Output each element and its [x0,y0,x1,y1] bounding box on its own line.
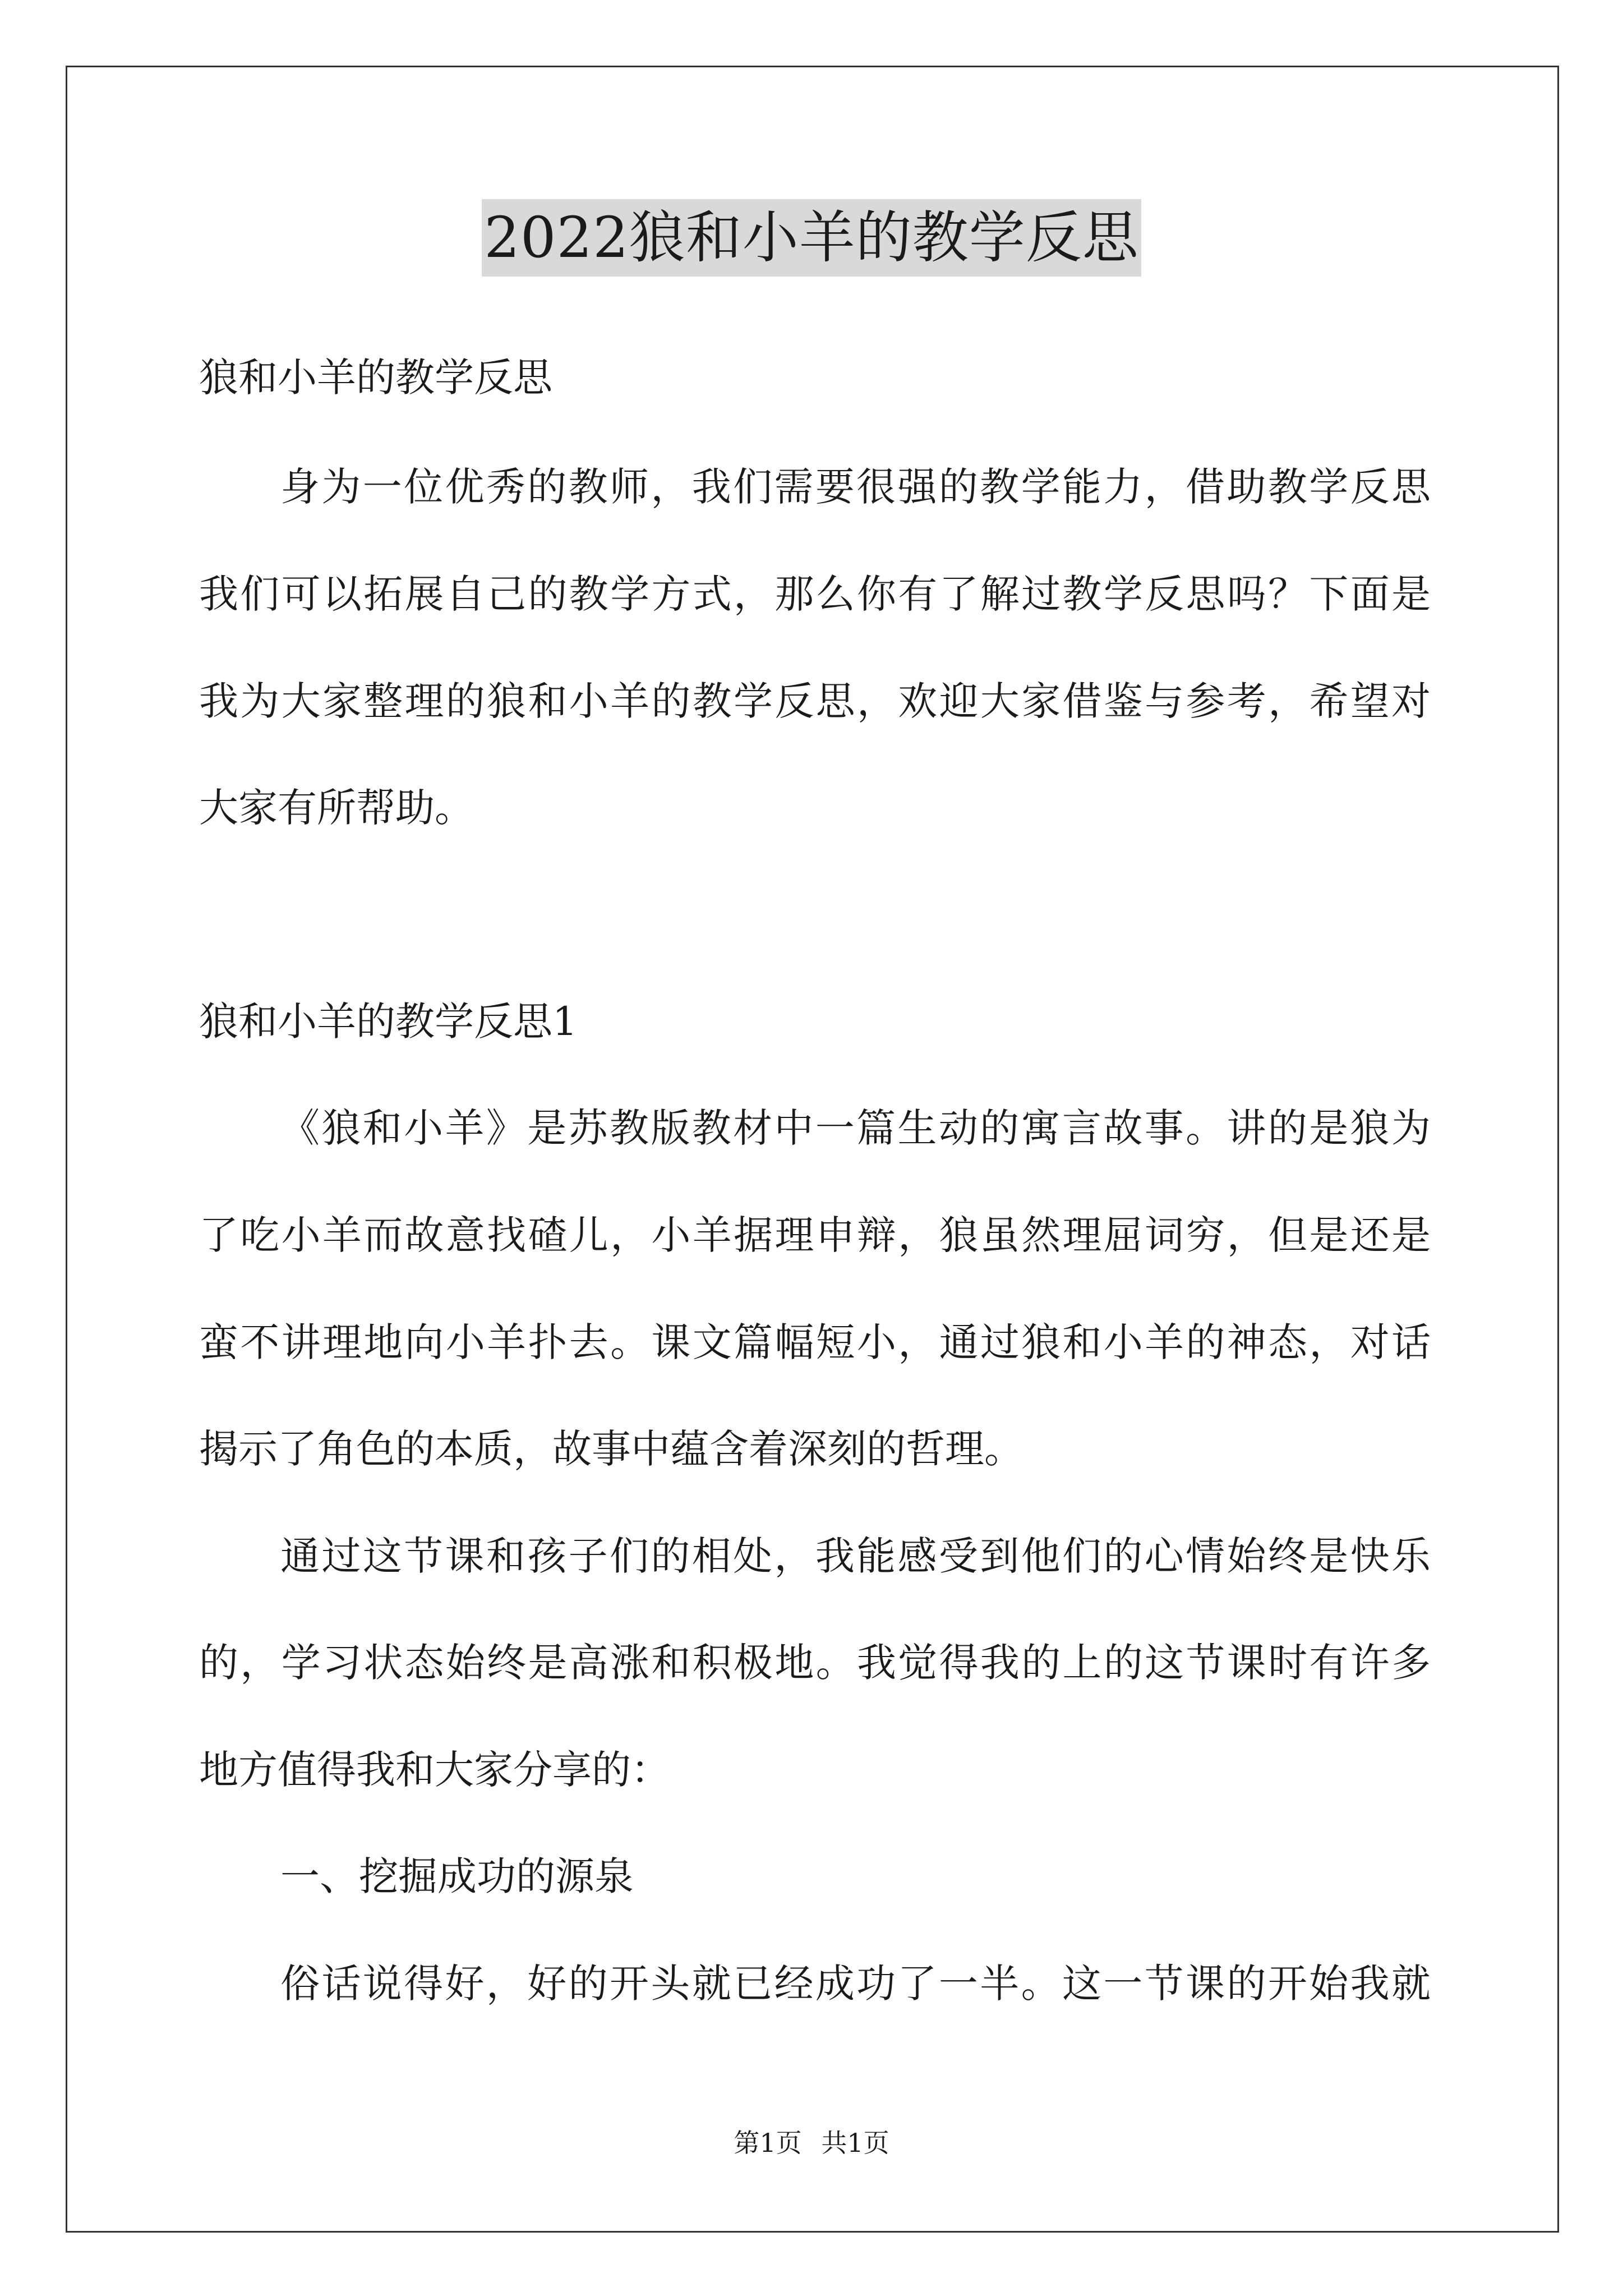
document-title: 2022狼和小羊的教学反思 [482,199,1141,277]
paragraph-line: 了吃小羊而故意找碴儿，小羊据理申辩，狼虽然理屈词穷，但是还是 [199,1212,1431,1258]
paragraph-line: 地方值得我和大家分享的： [199,1747,670,1793]
sub-heading: 一、挖掘成功的源泉 [280,1853,634,1899]
page-total: 共1页 [821,2128,889,2158]
paragraph-line: 我们可以拓展自己的教学方式，那么你有了解过教学反思吗？下面是 [199,571,1431,617]
section-heading: 狼和小羊的教学反思1 [199,999,578,1045]
paragraph-line: 我为大家整理的狼和小羊的教学反思，欢迎大家借鉴与参考，希望对 [199,678,1431,724]
subtitle-heading: 狼和小羊的教学反思 [199,355,552,401]
paragraph-line: 《狼和小羊》是苏教版教材中一篇生动的寓言故事。讲的是狼为 [280,1105,1431,1151]
paragraph-line: 俗话说得好，好的开头就已经成功了一半。这一节课的开始我就 [280,1961,1431,2007]
paragraph-line: 大家有所帮助。 [199,785,474,831]
paragraph-line: 通过这节课和孩子们的相处，我能感受到他们的心情始终是快乐 [280,1533,1431,1579]
paragraph-line: 揭示了角色的本质，故事中蕴含着深刻的哲理。 [199,1426,1023,1472]
page-footer [0,2126,1623,2160]
title-container [0,199,1623,277]
page-number: 第1页 [734,2128,802,2158]
paragraph-line: 蛮不讲理地向小羊扑去。课文篇幅短小，通过狼和小羊的神态，对话 [199,1319,1431,1365]
paragraph-line: 身为一位优秀的教师，我们需要很强的教学能力，借助教学反思 [280,464,1431,510]
paragraph-line: 的，学习状态始终是高涨和积极地。我觉得我的上的这节课时有许多 [199,1640,1431,1686]
